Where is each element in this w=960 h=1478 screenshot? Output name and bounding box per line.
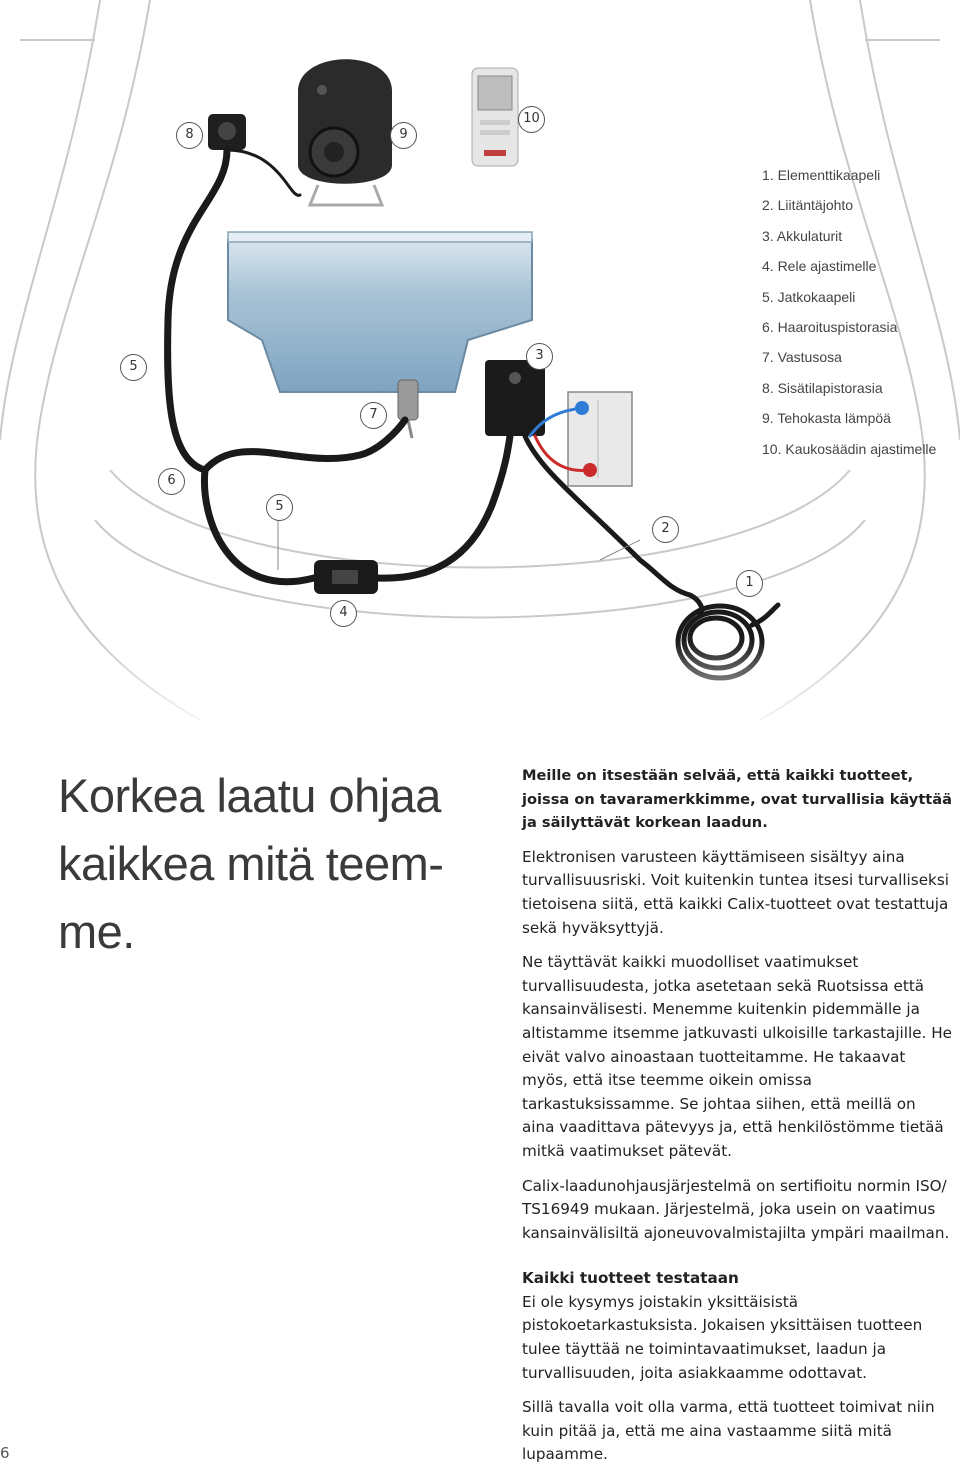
legend-item: 8. Sisätilapistorasia bbox=[762, 379, 883, 396]
heater-fan bbox=[298, 59, 392, 205]
section-subheading: Kaikki tuotteet testataan bbox=[522, 1269, 739, 1288]
page-number: 6 bbox=[0, 1444, 10, 1462]
callout-9: 9 bbox=[390, 122, 417, 149]
lead-paragraph: Meille on itsestään selvää, että kaikki tuotteet, joissa on tavaramerkkimme, ovat turvallisia käyttää ja säilyttävät korkean laadun. bbox=[522, 767, 952, 832]
body-paragraph: Ne täyttävät kaikki muodolliset vaatimukset turvallisuudesta, jotka asetetaan sekä Ruotsissa että kansainvälisesti. Menemme kuitenkin pidemmälle ja altistamme itsemme jatkuvasti ulkoisille tarkastajille. He eivät valvo ainoastaan tuotteitamme. He takaavat myös, että itse teemme oikein omissa tarkastuksissamme. Se johtaa siihen, että meillä on aina vaadittava pätevyys ja, että henkilöstömme tietää mitkä vaatimukset pätevät. bbox=[522, 953, 952, 1160]
parts-legend bbox=[762, 160, 936, 464]
legend-item: 4. Rele ajastimelle bbox=[762, 258, 877, 275]
callout-7: 7 bbox=[360, 402, 387, 429]
callout-5-bottom: 5 bbox=[266, 494, 293, 521]
page-headline: Korkea laatu ohjaa kaikkea mitä teem-me. bbox=[58, 769, 444, 958]
callout-2: 2 bbox=[652, 516, 679, 543]
callout-6: 6 bbox=[158, 468, 185, 495]
battery bbox=[568, 392, 632, 486]
timer-relay bbox=[314, 560, 378, 594]
callout-8: 8 bbox=[176, 122, 203, 149]
legend-item: 5. Jatkokaapeli bbox=[762, 288, 856, 305]
remote-control bbox=[472, 68, 518, 166]
battery-charger bbox=[485, 360, 545, 436]
body-paragraph: Ei ole kysymys joistakin yksittäisistä pistokoetarkastuksista. Jokaisen yksittäisen tuotteen tulee täyttää ne toimintavaatimukset, laadun ja turvallisuuden, joita asiakkaamme odottavat. bbox=[522, 1292, 923, 1382]
body-paragraph: Sillä tavalla voit olla varma, että tuotteet toimivat niin kuin pitää ja, että me aina vastaamme siitä mitä lupaamme. bbox=[522, 1398, 935, 1464]
legend-item: 9. Tehokasta lämpöä bbox=[762, 410, 891, 427]
legend-item: 2. Liitäntäjohto bbox=[762, 197, 854, 214]
callout-10: 10 bbox=[518, 106, 545, 133]
body-text bbox=[522, 764, 952, 1478]
callout-5-top: 5 bbox=[120, 354, 147, 381]
body-paragraph: Calix-laadunohjausjärjestelmä on sertifioitu normin ISO/ TS16949 mukaan. Järjestelmä, joka usein on vaatimus kansainvälisiltä ajoneuvovalmistajilta ympäri maailman. bbox=[522, 1176, 950, 1242]
callout-4: 4 bbox=[330, 600, 357, 627]
legend-item: 1. Elementtikaapeli bbox=[762, 167, 881, 183]
interior-socket bbox=[208, 114, 246, 150]
testing-section bbox=[522, 1267, 952, 1385]
body-paragraph: Elektronisen varusteen käyttämiseen sisältyy aina turvallisuusriski. Voit kuitenkin tuntea itsesi turvalliseksi tietoisena siitä, että kaikki Calix-tuotteet ovat testattuja sekä hyväksyttyjä. bbox=[522, 847, 949, 937]
callout-3: 3 bbox=[526, 343, 553, 370]
legend-item: 3. Akkulaturit bbox=[762, 227, 843, 244]
legend-item: 7. Vastusosa bbox=[762, 349, 842, 366]
legend-item: 10. Kaukosäädin ajastimelle bbox=[762, 440, 937, 457]
callout-1: 1 bbox=[736, 570, 763, 597]
legend-item: 6. Haaroituspistorasia bbox=[762, 318, 898, 335]
